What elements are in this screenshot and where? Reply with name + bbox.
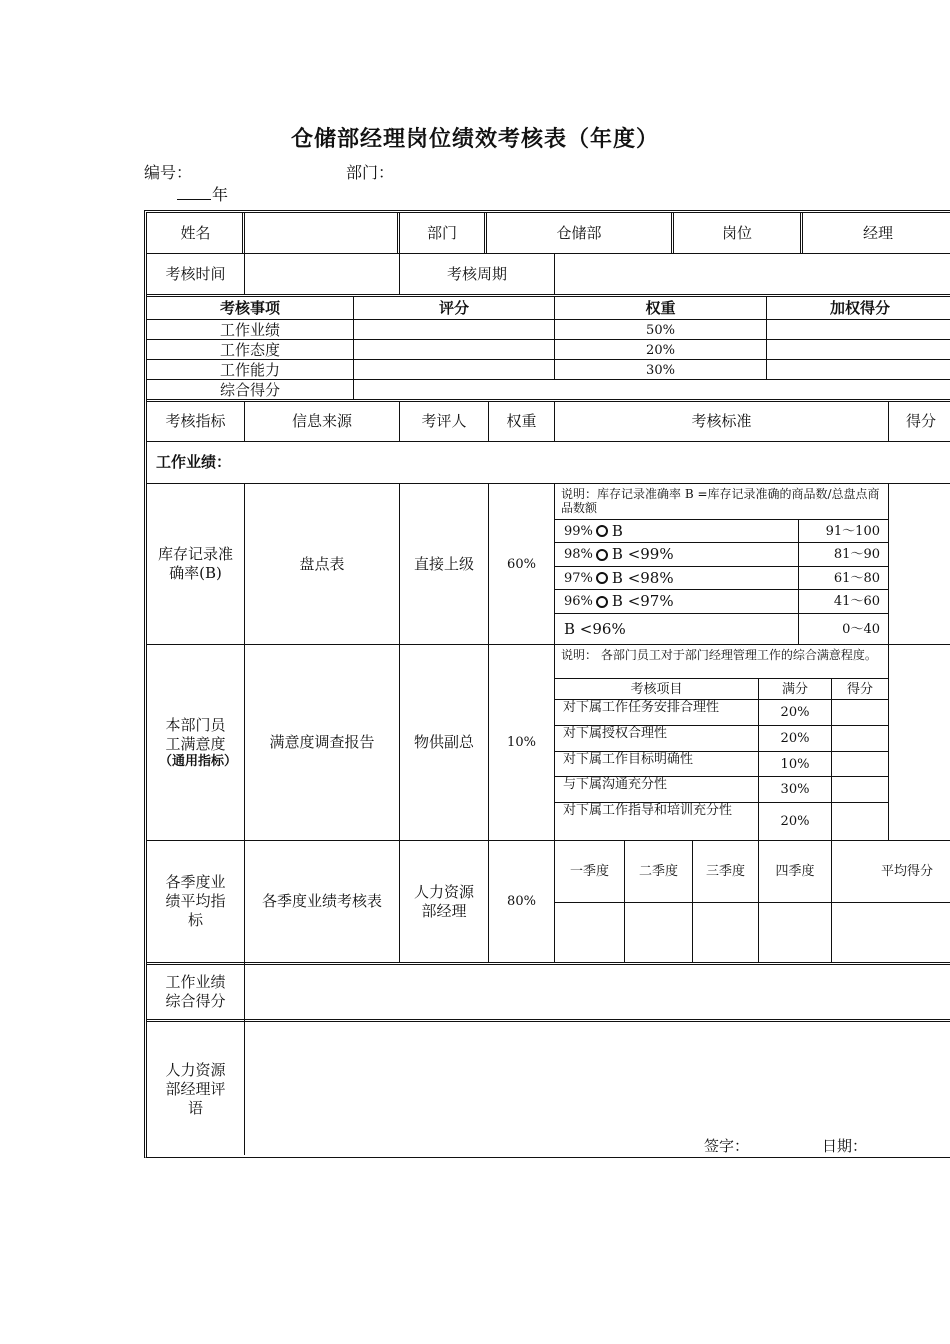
kpi1-score-4: 41～60 (833, 594, 880, 609)
kpi2-description: 说明： 各部门员工对于部门经理管理工作的综合满意程度。 (561, 648, 877, 662)
circle-icon (596, 525, 608, 537)
summary-total-label: 综合得分 (219, 380, 280, 399)
kpi1-score-1: 91～100 (825, 523, 880, 539)
kpi3-q4-label: 四季度 (775, 864, 815, 879)
kpi3-name: 各季度业绩平均指标 (165, 873, 226, 929)
header-source: 信息来源 (291, 412, 352, 430)
post-label: 岗位 (721, 223, 752, 242)
number-label: 编号： (144, 163, 193, 182)
summary-weight-performance: 50% (646, 322, 675, 338)
header-weight: 权重 (506, 412, 537, 430)
summary-header-score: 评分 (438, 299, 469, 317)
summary-header-item: 考核事项 (219, 299, 280, 317)
dept-value: 仓储部 (556, 223, 602, 242)
kpi2-header-item: 考核项目 (630, 681, 683, 697)
comment-label: 人力资源部经理评语 (165, 1060, 226, 1117)
kpi2-item-1: 对下属工作任务安排合理性 (563, 700, 720, 715)
summary-header-weight: 权重 (645, 299, 676, 317)
kpi1-score-2: 81～90 (833, 547, 880, 562)
summary-weight-attitude: 20% (646, 342, 675, 358)
kpi2-full-3: 10% (780, 756, 810, 772)
sign-label: 签字： (704, 1136, 750, 1155)
kpi2-score-field[interactable] (889, 645, 950, 840)
total-field[interactable] (245, 965, 950, 1019)
kpi2-source: 满意度调查报告 (269, 733, 375, 751)
period-field[interactable] (555, 254, 950, 294)
kpi2-item-2: 对下属授权合理性 (563, 726, 668, 741)
kpi2-score-field-1[interactable] (832, 700, 888, 725)
header-rater: 考评人 (421, 412, 467, 430)
kpi2-header-score: 得分 (846, 681, 873, 697)
kpi2-score-field-5[interactable] (832, 803, 888, 840)
header-score: 得分 (905, 412, 936, 430)
post-value: 经理 (862, 223, 893, 242)
kpi1-weight: 60% (507, 556, 536, 572)
kpi2-name-note: （通用指标） (159, 754, 238, 769)
kpi2-full-2: 20% (780, 731, 810, 746)
kpi3-q1-label: 一季度 (569, 864, 609, 879)
kpi2-name: 本部门员工满意度 （通用指标） (159, 716, 238, 769)
total-label: 工作业绩综合得分 (165, 973, 226, 1010)
summary-item-ability: 工作能力 (219, 360, 280, 379)
summary-item-performance: 工作业绩 (219, 320, 280, 339)
kpi1-score-5: 0～40 (842, 621, 880, 637)
date-label: 日期： (822, 1136, 868, 1155)
kpi1-level-5: B <96% (564, 619, 626, 638)
kpi3-average-label: 平均得分 (880, 864, 933, 879)
assessment-form (144, 210, 950, 1158)
kpi2-score-field-4[interactable] (832, 777, 888, 802)
section-title: 工作业绩： (156, 453, 232, 471)
kpi3-q4-field[interactable] (759, 903, 831, 962)
period-label: 考核周期 (446, 264, 507, 283)
kpi2-score-field-3[interactable] (832, 752, 888, 776)
year-blank[interactable] (177, 199, 211, 200)
name-label: 姓名 (180, 223, 211, 242)
kpi3-weight: 80% (507, 894, 536, 909)
kpi3-q3-label: 三季度 (705, 864, 745, 879)
summary-header-weighted: 加权得分 (829, 299, 890, 317)
comment-field[interactable] (245, 1022, 950, 1136)
kpi1-source: 盘点表 (299, 554, 345, 573)
page-title: 仓储部经理岗位绩效考核表（年度） (290, 127, 659, 152)
kpi3-average-field[interactable] (832, 903, 950, 962)
kpi2-score-field-2[interactable] (832, 726, 888, 751)
kpi3-q3-field[interactable] (693, 903, 758, 962)
kpi1-level-2: 98% B <99% (564, 545, 674, 563)
circle-icon (596, 549, 608, 561)
circle-icon (596, 572, 608, 584)
kpi2-header-full: 满分 (781, 681, 808, 697)
kpi1-name: 库存记录准确率(B) (157, 545, 233, 582)
kpi2-full-4: 30% (780, 782, 810, 797)
summary-item-attitude: 工作态度 (219, 340, 280, 359)
header-standard: 考核标准 (691, 412, 752, 430)
kpi3-q2-field[interactable] (625, 903, 692, 962)
kpi1-rater: 直接上级 (413, 554, 474, 573)
kpi2-full-5: 20% (780, 814, 810, 829)
kpi2-full-1: 20% (780, 705, 810, 720)
kpi1-level-4: 96% B <97% (564, 592, 674, 610)
dept-label: 部门 (426, 223, 457, 242)
time-field[interactable] (245, 254, 399, 294)
summary-weight-ability: 30% (646, 362, 675, 378)
year-label: 年 (212, 185, 229, 204)
kpi3-q2-label: 二季度 (638, 864, 678, 879)
kpi3-q1-field[interactable] (555, 903, 624, 962)
kpi1-score-field[interactable] (889, 484, 950, 644)
department-label: 部门： (346, 163, 395, 182)
kpi2-item-3: 对下属工作目标明确性 (563, 752, 694, 767)
header-indicator: 考核指标 (165, 412, 226, 430)
kpi2-item-4: 与下属沟通充分性 (563, 777, 668, 792)
kpi1-score-3: 61～80 (833, 570, 880, 586)
name-field[interactable] (245, 213, 397, 253)
kpi1-level-1: 99% B (564, 521, 623, 540)
kpi2-rater: 物供副总 (413, 733, 474, 751)
kpi3-rater: 人力资源部经理 (413, 882, 474, 920)
circle-icon (596, 596, 608, 608)
kpi2-weight: 10% (507, 735, 536, 750)
kpi3-source: 各季度业绩考核表 (261, 892, 382, 910)
kpi2-item-5: 对下属工作指导和培训充分性 (563, 803, 733, 818)
time-label: 考核时间 (165, 264, 226, 283)
kpi1-description: 说明：库存记录准确率 B =库存记录准确的商品数/总盘点商品数额 (561, 487, 880, 515)
kpi1-level-3: 97% B <98% (564, 568, 674, 587)
